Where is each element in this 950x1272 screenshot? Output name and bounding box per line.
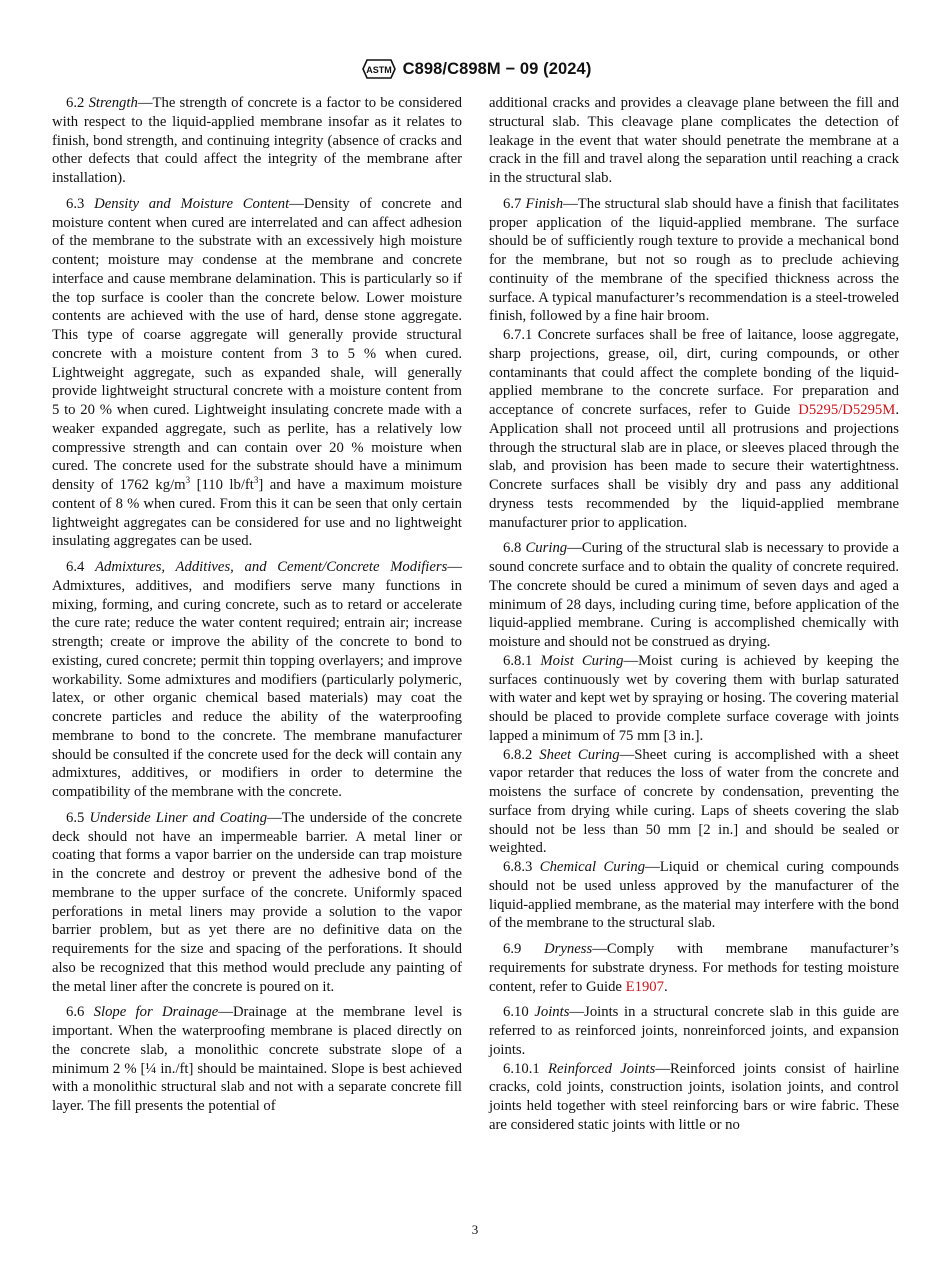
right-column xyxy=(489,94,899,1135)
section-6-7: 6.7 Finish—The structural slab should have a finish that facilitates proper application of the liquid-applied membrane. The surface should be of sufficiently rough texture to provide a mechanical bond for the membrane, but not so rough as to preclude achieving continuity of the membrane of the specified thickness across the surface. A typical manufacturer’s recommendation is a steel-troweled finish, followed by a fine hair broom. xyxy=(489,195,899,325)
reference-link-d5295[interactable]: D5295/D5295M xyxy=(798,402,896,418)
section-title: Chemical Curing xyxy=(539,859,646,875)
section-6-6: 6.6 Slope for Drainage—Drainage at the membrane level is important. When the waterproofing membrane is placed directly on the concrete slab, a monolithic concrete substrate slope of a minimum 2 % [¼ in./ft] should be maintained. Slope is best achieved with a monolithic structural slab and not with a separate concrete fill layer. The fill presents the potential of xyxy=(52,1004,463,1114)
section-title: Dryness xyxy=(544,941,593,957)
section-title: Curing xyxy=(525,540,568,557)
left-column xyxy=(52,94,462,1116)
document-id: C898/C898M − 09 (2024) xyxy=(402,59,592,78)
section-title: Finish xyxy=(525,195,564,212)
reference-link-e1907[interactable]: E1907 xyxy=(625,978,664,995)
section-6-9: 6.9 Dryness—Comply with membrane manufacturer’s requirements for substrate dryness. For methods for testing moisture content, refer to Guide E1907. xyxy=(489,941,899,995)
page-header xyxy=(0,58,950,80)
section-6-7-1: 6.7.1 Concrete surfaces shall be free of laitance, loose aggregate, sharp projections, grease, oil, dirt, curing compounds, or other contaminants that could affect the complete bonding of the liquid-applied membrane to the concrete surface. For preparation and acceptance of concrete surfaces, refer to Guide D5295/D5295M. Application shall not proceed until all protrusions and projections through the structural slab are in place, or sleeves placed through the slab, and provision has been made to secure their watertightness. Concrete surfaces shall be visibly dry and pass any additional dryness tests recommended by the liquid-applied membrane manufacturer prior to application. xyxy=(489,327,900,531)
section-6-4: 6.4 Admixtures, Additives, and Cement/Concrete Modifiers—Admixtures, additives, and modifiers serve many functions in mixing, forming, and curing concrete, such as to retard or accelerate the cure rate; reduce the water content required; entrain air; increase strength; create or improve the ability of the concrete to bond to existing, cured concrete; permit thin topping overlayers; and improve workability. Some admixtures and modifiers (particularly polymeric, latex, or other organic chemical based materials) may coat the concrete particles and reduce the ability of the waterproofing membrane to bond to the concrete. The membrane manufacturer should be consulted if the concrete used for the deck will contain any admixtures, additives, or modifiers in order to determine the compatibility of the membrane with the concrete. xyxy=(52,559,462,800)
section-title: Strength xyxy=(88,95,138,111)
section-6-5: 6.5 Underside Liner and Coating—The underside of the concrete deck should not have an impermeable barrier. A metal liner or coating that forms a vapor barrier on the underside can trap moisture in the concrete and destroy or prevent the adhesive bond of the membrane to the upper surface of the concrete. Uniformly spaced perforations in metal liners may provide a solution to the vapor barrier problem, but as yet there are no definitive data on the requirements for the size and spacing of the perforations. It should also be recognized that this method would preclude any painting of the metal liner after the concrete is poured on it. xyxy=(52,809,462,995)
section-6-6-continued: additional cracks and provides a cleavage plane between the fill and structural slab. This cleavage plane complicates the detection of leakage in the event that water should penetrate the membrane at a crack in the fill and travel along the separation until reaching a crack in the structural slab. xyxy=(489,95,899,186)
section-title: Admixtures, Additives, and Cement/Concrete Modifiers xyxy=(95,559,448,575)
section-title: Underside Liner and Coating xyxy=(89,809,268,826)
section-title: Moist Curing xyxy=(540,652,624,669)
section-6-2: 6.2 Strength—The strength of concrete is a factor to be considered with respect to the liquid-applied membrane insofar as it relates to finish, bond strength, and continuing integrity (absence of cracks and other defects that could affect the integrity of the membrane after installation). xyxy=(52,95,463,186)
section-6-8: 6.8 Curing—Curing of the structural slab is necessary to provide a sound concrete surface and to obtain the quality of concrete required. The concrete should be cured a minimum of seven days and aged a minimum of 28 days, including curing time, before application of the liquid-applied membrane. Curing is accomplished chemically with moisture and should not be construed as drying. xyxy=(489,540,900,650)
astm-logo-icon xyxy=(359,58,399,80)
section-title: Density and Moisture Content xyxy=(94,195,290,212)
section-6-3: 6.3 Density and Moisture Content—Density of concrete and moisture content when cured are interrelated and can affect adhesion of the membrane to the substrate with an excessively high moisture content; moisture may condense at the membrane and concrete interface and cause membrane delamination. This is particularly so if the top surface is cooler than the concrete below. Lower moisture contents are achieved with the use of hard, dense stone aggregate. This type of coarse aggregate will generally provide structural concrete with a moisture content from 3 to 5 % when cured. Lightweight aggregate, such as expanded shale, will generally provide lightweight structural concrete with a moisture content from 5 to 20 % when cured. Lightweight insulating concrete made with a weaker expanded aggregate, such as perlite, has a relatively low compressive strength and can contain over 20 % moisture when cured. The concrete used for the substrate should have a minimum density of 1762 $kg/m^3$ [110 $lb/ft^3$] and have a maximum moisture content of 8 % when cured. From this it can be seen that only certain lightweight aggregates can be considered for use and no lightweight insulating aggregates can be used. xyxy=(52,195,463,550)
svg-text:ASTM: ASTM xyxy=(365,65,392,75)
section-title: Slope for Drainage xyxy=(93,1004,219,1021)
section-6-10-1: 6.10.1 Reinforced Joints—Reinforced joints consist of hairline cracks, cold joints, construction joints, isolation joints, and control joints held together with steel reinforcing bars or wire fabric. These are considered static joints with little or no xyxy=(489,1060,899,1133)
section-title: Sheet Curing xyxy=(539,746,620,763)
section-6-8-2: 6.8.2 Sheet Curing—Sheet curing is accomplished with a sheet vapor retarder that reduces the loss of water from the concrete and moistens the surface of concrete by condensation, preventing the surface from drying while curing. Laps of sheets covering the slab should not be less than 50 mm [2 in.] and should be sealed or weighted. xyxy=(489,746,899,857)
page-number: 3 xyxy=(471,1222,479,1237)
section-title: Reinforced Joints xyxy=(548,1060,656,1077)
section-6-8-3: 6.8.3 Chemical Curing—Liquid or chemical curing compounds should not be used unless approved by the manufacturer of the liquid-applied membrane, as the material may interfere with the bond of the membrane to the structural slab. xyxy=(489,859,900,932)
section-6-8-1: 6.8.1 Moist Curing—Moist curing is achieved by keeping the surfaces continuously wet by covering them with burlap saturated with water and kept wet by spraying or hosing. The covering material should be placed to provide complete surface coverage with joints lapped a minimum of 75 mm [3 in.]. xyxy=(489,652,899,744)
section-6-10: 6.10 Joints—Joints in a structural concrete slab in this guide are referred to as reinforced joints, nonreinforced joints, and expansion joints. xyxy=(489,1004,899,1058)
section-title: Joints xyxy=(534,1004,570,1021)
